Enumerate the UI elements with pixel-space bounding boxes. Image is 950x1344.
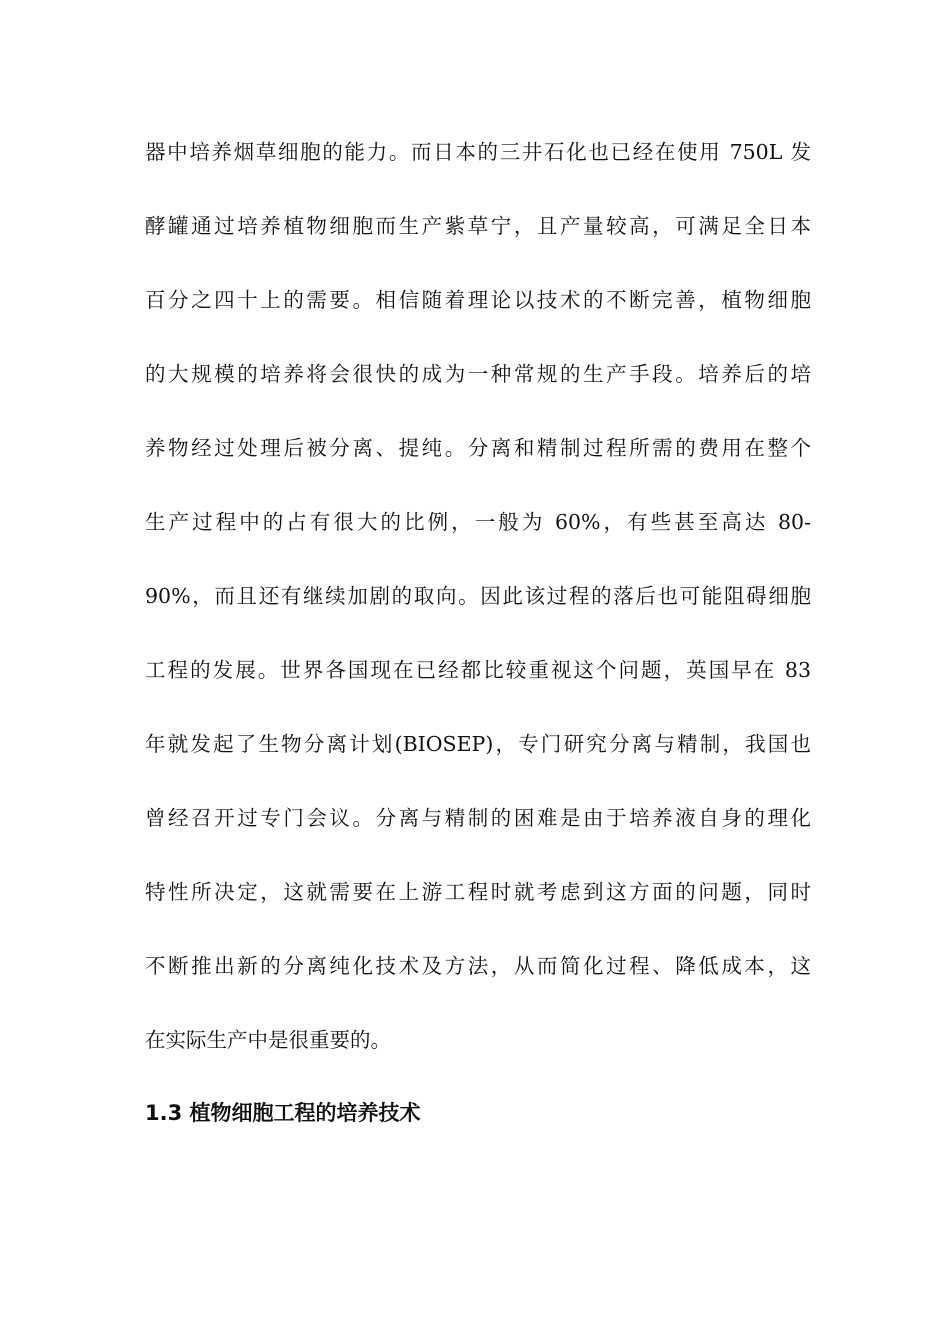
paragraph-line-9: 年就发起了生物分离计划(BIOSEP)，专门研究分离与精制，我国也 [145,732,811,756]
body-paragraph [145,132,811,1094]
paragraph-line-6: 生产过程中的占有很大的比例，一般为 60%，有些甚至高达 80- [145,510,811,534]
paragraph-line-3: 百分之四十上的需要。相信随着理论以技术的不断完善，植物细胞 [145,288,811,312]
paragraph-line-5: 养物经过处理后被分离、提纯。分离和精制过程所需的费用在整个 [145,436,811,460]
paragraph-line-7: 90%，而且还有继续加剧的取向。因此该过程的落后也可能阻碍细胞 [145,584,811,608]
paragraph-line-11: 特性所决定，这就需要在上游工程时就考虑到这方面的问题，同时 [145,880,811,904]
paragraph-line-8: 工程的发展。世界各国现在已经都比较重视这个问题，英国早在 83 [145,658,811,682]
paragraph-line-10: 曾经召开过专门会议。分离与精制的困难是由于培养液自身的理化 [145,806,811,830]
section-heading: 1.3 植物细胞工程的培养技术 [145,1101,421,1125]
paragraph-line-12: 不断推出新的分离纯化技术及方法，从而简化过程、降低成本，这 [145,954,811,978]
paragraph-line-4: 的大规模的培养将会很快的成为一种常规的生产手段。培养后的培 [145,362,811,386]
paragraph-line-1: 器中培养烟草细胞的能力。而日本的三井石化也已经在使用 750L 发 [145,140,811,164]
paragraph-line-13: 在实际生产中是很重要的。 [145,1028,391,1052]
paragraph-line-2: 酵罐通过培养植物细胞而生产紫草宁，且产量较高，可满足全日本 [145,214,811,238]
